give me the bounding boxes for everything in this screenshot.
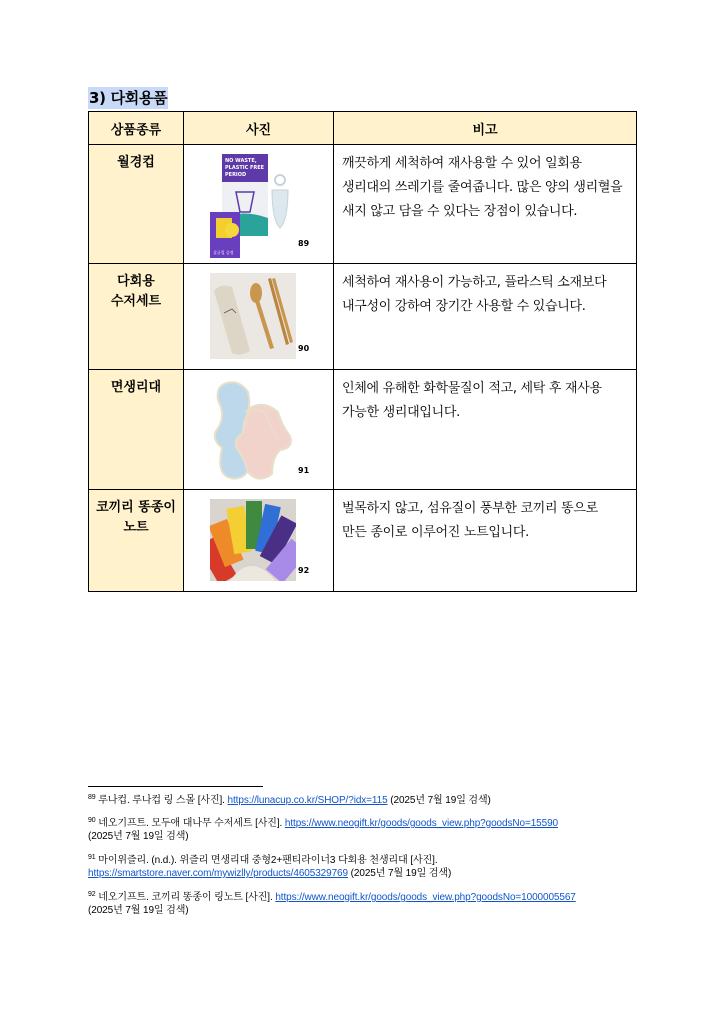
footnote-link[interactable]: https://smartstore.naver.com/mywizlly/products/4605329769 — [88, 868, 348, 879]
footnote-ref: 92 — [298, 566, 310, 575]
category-cell — [89, 490, 184, 592]
description-line: 벌목하지 않고, 섬유질이 풍부한 코끼리 똥으로 — [342, 501, 598, 516]
description-line: 새지 않고 담을 수 있다는 장점이 있습니다. — [342, 204, 578, 219]
category-label: 다회용 — [117, 274, 155, 289]
footnote-text: 루나컵. 루나컵 링 스몰 [사진]. — [95, 795, 228, 806]
description-cell — [334, 264, 637, 370]
table-row — [89, 264, 637, 370]
section-heading: 3) 다회용품 — [89, 89, 168, 107]
footnote-date: (2025년 7월 19일 검색) — [88, 905, 189, 916]
category-cell — [89, 370, 184, 490]
footnote-ref: 91 — [298, 466, 310, 475]
footnote-number: 89 — [88, 794, 96, 801]
description-line: 깨끗하게 세척하여 재사용할 수 있어 일회용 — [342, 156, 582, 171]
description-line: 생리대의 쓰레기를 줄여줍니다. 많은 양의 생리혈을 — [342, 180, 623, 195]
svg-text:PERIOD: PERIOD — [225, 172, 247, 178]
footnote-89 — [88, 794, 491, 807]
footnote-text: 마이위즐리. (n.d.). 위즐리 면생리대 중형2+팬티라이너3 다회용 천생리대 [사진]. — [95, 855, 438, 866]
description-line: 세척하여 재사용이 가능하고, 플라스틱 소재보다 — [342, 275, 607, 290]
footnote-92 — [88, 891, 658, 917]
category-label: 수저세트 — [110, 294, 162, 309]
description-line: 내구성이 강하여 장기간 사용할 수 있습니다. — [342, 299, 586, 314]
description-line: 만든 종이로 이루어진 노트입니다. — [342, 525, 529, 540]
description-cell — [334, 145, 637, 264]
footnote-number: 90 — [88, 817, 96, 824]
footnote-separator — [88, 786, 263, 787]
category-label: 월경컵 — [117, 155, 155, 170]
svg-text:NO WASTE,: NO WASTE, — [225, 158, 257, 164]
description-line: 인체에 유해한 화학물질이 적고, 세탁 후 재사용 — [342, 381, 602, 396]
table-header-row — [89, 112, 637, 145]
footnote-ref: 89 — [298, 239, 310, 248]
footnote-number: 92 — [88, 891, 96, 898]
footnote-text: 네오기프트. 코끼리 똥종이 링노트 [사진]. — [95, 892, 276, 903]
photo-cell — [184, 490, 334, 592]
description-cell — [334, 490, 637, 592]
footnote-link[interactable]: https://lunacup.co.kr/SHOP/?idx=115 — [227, 795, 388, 806]
cutlery-set-image — [210, 273, 296, 359]
description-line: 가능한 생리대입니다. — [342, 405, 460, 420]
header-notes: 비고 — [334, 112, 637, 145]
footnote-91 — [88, 854, 648, 880]
cloth-pads-image — [208, 378, 298, 484]
products-table — [88, 111, 637, 592]
menstrual-cup-image — [210, 150, 300, 260]
svg-text:살균컵 증정: 살균컵 증정 — [213, 250, 234, 255]
description-cell — [334, 370, 637, 490]
category-label: 노트 — [123, 520, 149, 535]
table-row — [89, 145, 637, 264]
footnote-date: (2025년 7월 19일 검색) — [347, 868, 452, 879]
footnote-90 — [88, 817, 648, 843]
photo-cell — [184, 145, 334, 264]
category-cell — [89, 264, 184, 370]
category-cell — [89, 145, 184, 264]
category-label: 코끼리 똥종이 — [96, 500, 176, 515]
header-category: 상품종류 — [89, 112, 184, 145]
svg-text:PLASTIC FREE: PLASTIC FREE — [225, 165, 265, 171]
photo-cell — [184, 264, 334, 370]
header-photo: 사진 — [184, 112, 334, 145]
notebooks-image — [210, 499, 296, 581]
category-label: 면생리대 — [110, 380, 162, 395]
footnote-ref: 90 — [298, 344, 310, 353]
footnote-text: 네오기프트. 모두애 대나무 수저세트 [사진]. — [95, 818, 285, 829]
table-row — [89, 370, 637, 490]
table-row — [89, 490, 637, 592]
footnote-link[interactable]: https://www.neogift.kr/goods/goods_view.php?goodsNo=15590 — [284, 818, 559, 829]
footnote-date: (2025년 7월 19일 검색) — [88, 831, 189, 842]
footnote-number: 91 — [88, 854, 96, 861]
footnote-date: (2025년 7월 19일 검색) — [387, 795, 491, 806]
footnote-link[interactable]: https://www.neogift.kr/goods/goods_view.php?goodsNo=1000005567 — [275, 892, 576, 903]
photo-cell — [184, 370, 334, 490]
